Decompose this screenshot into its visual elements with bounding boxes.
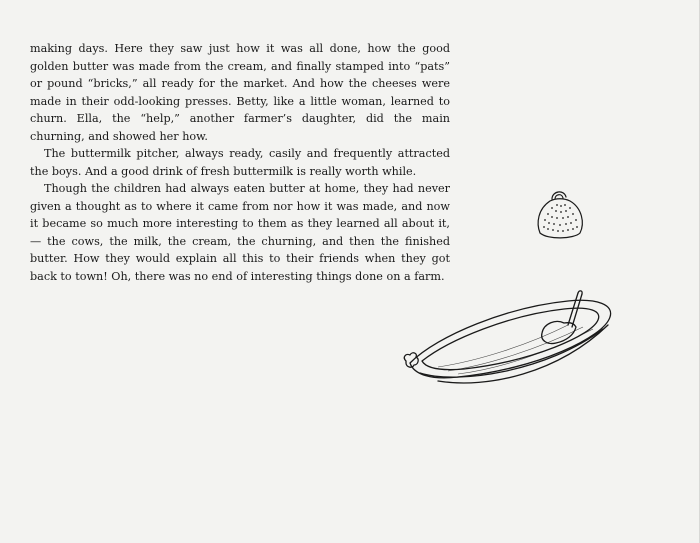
butter-stamp-icon — [530, 185, 592, 245]
paragraph-butter-origin: Though the children had always eaten butter at home, they had never given a thought as to where it came from nor how it was made, and now it became so much more interesting to them as they learned all about it, — the cows, the milk, the cream, the churning, and then the finished butter. How they would explain all this to their friends when they got back to town! Oh, there was no end of interesting things done on a farm. — [30, 182, 450, 283]
paragraph-buttermilk: The buttermilk pitcher, always ready, casily and frequently attracted the boys. And a good drink of fresh buttermilk is really worth while. — [30, 147, 450, 178]
body-text — [30, 40, 450, 285]
paragraph-continuation: making days. Here they saw just how it was all done, how the good golden butter was made from the cream, and finally stamped into “pats” or pound “bricks,” all ready for the market. And how the cheeses were made in their odd-looking presses. Betty, like a little woman, learned to churn. Ella, the “help,” another farmer’s daughter, did the main churning, and showed her how. — [30, 42, 450, 143]
butter-bowl-with-paddle-icon — [398, 285, 623, 395]
